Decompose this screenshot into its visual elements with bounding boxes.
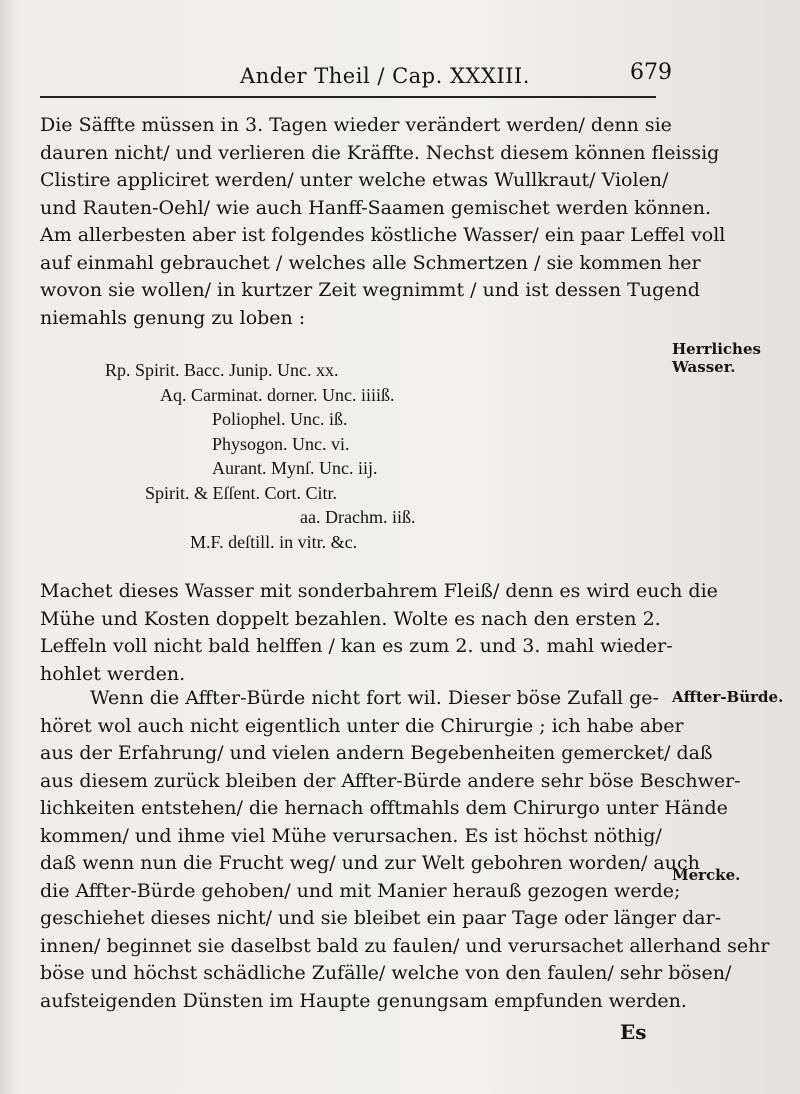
text-line: kommen/ und ihme viel Mühe verursachen. Es ist höchst nöthig/ <box>40 824 662 847</box>
margin-note-line: Affter-Bürde. <box>672 688 784 706</box>
margin-note-herrliches-wasser <box>672 340 792 376</box>
recipe-block <box>40 358 660 554</box>
recipe-line: aa. Drachm. iiß. <box>300 507 416 527</box>
recipe-line: Aurant. Mynſ. Unc. iij. <box>212 458 378 478</box>
header-rule <box>40 96 656 98</box>
margin-note-affter-buerde <box>672 688 792 706</box>
page-number: 679 <box>630 60 672 85</box>
text-line: dauren nicht/ und verlieren die Kräffte. Nechst diesem können fleissig <box>40 141 720 164</box>
margin-note-line: Herrliches <box>672 340 761 358</box>
recipe-line: Rp. Spirit. Bacc. Junip. Unc. xx. <box>105 360 339 380</box>
paragraph-1 <box>40 112 726 332</box>
margin-note-line: Wasser. <box>672 358 736 376</box>
running-head: Ander Theil / Cap. XXXIII. <box>240 64 530 88</box>
paragraph-2 <box>40 578 718 688</box>
text-line: Clistire appliciret werden/ unter welche etwas Wullkraut/ Violen/ <box>40 169 669 191</box>
text-line: die Affter-Bürde gehoben/ und mit Manier herauß gezogen werde; <box>40 879 681 902</box>
catchword: Es <box>620 1020 647 1044</box>
margin-note-line: Mercke. <box>672 866 741 884</box>
text-line: böse und höchst schädliche Zufälle/ welche von den faulen/ sehr bösen/ <box>40 962 732 984</box>
text-line: lichkeiten entstehen/ die hernach offtmahls dem Chirurgo unter Hände <box>40 797 728 819</box>
paragraph-3 <box>40 685 770 1015</box>
text-line: aufsteigenden Dünsten im Haupte genungsam empfunden werden. <box>40 989 687 1012</box>
text-line: innen/ beginnet sie daselbst bald zu faulen/ und verursachet allerhand sehr <box>40 934 770 957</box>
text-line: und Rauten-Oehl/ wie auch Hanff-Saamen gemischet werden können. <box>40 196 712 219</box>
recipe-line: Aq. Carminat. dorner. Unc. iiiiß. <box>160 384 395 405</box>
text-line: aus der Erfahrung/ und vielen andern Begebenheiten gemercket/ daß <box>40 742 713 764</box>
text-line: aus diesem zurück bleiben der Affter-Bürde andere sehr böse Beschwer- <box>40 769 741 792</box>
text-line: auf einmahl gebrauchet / welches alle Schmertzen / sie kommen her <box>40 251 701 274</box>
text-line: Am allerbesten aber ist folgendes köstliche Wasser/ ein paar Leffel voll <box>40 224 726 246</box>
recipe-line: Spirit. & Eſſent. Cort. Citr. <box>145 482 338 503</box>
text-line: niemahls genung zu loben : <box>40 306 306 329</box>
text-line: Leffeln voll nicht bald helffen / kan es zum 2. und 3. mahl wieder- <box>40 635 673 657</box>
text-line: Wenn die Affter-Bürde nicht fort wil. Dieser böse Zufall ge- <box>90 687 659 709</box>
page-header <box>40 58 672 92</box>
text-line: Mühe und Kosten doppelt bezahlen. Wolte es nach den ersten 2. <box>40 607 661 630</box>
recipe-line: Poliophel. Unc. iß. <box>212 409 348 429</box>
text-line: Machet dieses Wasser mit sonderbahrem Fleiß/ denn es wird euch die <box>40 580 718 602</box>
recipe-line: M.F. deſtill. in vitr. &c. <box>190 531 358 552</box>
recipe-line: Physogon. Unc. vi. <box>212 433 350 454</box>
margin-note-mercke <box>672 866 792 884</box>
text-line: höret wol auch nicht eigentlich unter die Chirurgie ; ich habe aber <box>40 714 684 737</box>
text-line: hohlet werden. <box>40 662 186 685</box>
text-line: Die Säffte müssen in 3. Tagen wieder verändert werden/ denn sie <box>40 114 672 136</box>
text-line: wovon sie wollen/ in kurtzer Zeit wegnimmt / und ist dessen Tugend <box>40 279 700 301</box>
text-line: geschiehet dieses nicht/ und sie bleibet ein paar Tage oder länger dar- <box>40 907 722 929</box>
text-line: daß wenn nun die Frucht weg/ und zur Welt gebohren worden/ auch <box>40 852 700 874</box>
